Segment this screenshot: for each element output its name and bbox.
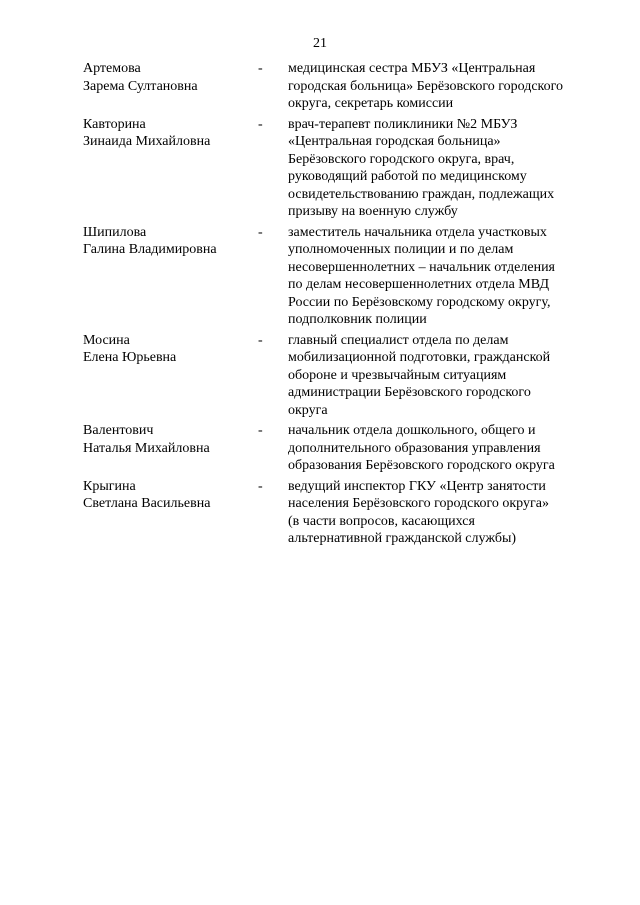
member-given-names: Галина Владимировна <box>83 242 217 257</box>
member-name <box>83 60 258 113</box>
member-surname: Мосина <box>83 332 130 348</box>
member-role: медицинская сестра МБУЗ «Центральная городская больница» Берёзовского городского округа, секретарь комиссии <box>288 61 564 111</box>
separator-dash: - <box>258 478 263 494</box>
page-number: 21 <box>313 36 327 51</box>
member-given-names: Наталья Михайловна <box>83 440 210 456</box>
member-name <box>83 478 258 548</box>
member-entry <box>83 332 603 420</box>
member-role: заместитель начальника отдела участковых уполномоченных полиции и по делам несовершеннолетних – начальник отделения по делам несовершеннолетних отдела МВД России по Берёзовскому городскому округу, подполковник полиции <box>288 224 555 327</box>
commission-members-list <box>83 60 603 551</box>
member-surname: Кавторина <box>83 116 146 132</box>
member-given-names: Зинаида Михайловна <box>83 134 211 149</box>
member-role: начальник отдела дошкольного, общего и дополнительного образования управления образования Берёзовского городского округа <box>288 423 555 473</box>
separator-dash: - <box>258 332 263 348</box>
member-name <box>83 224 258 329</box>
member-surname: Артемова <box>83 61 141 76</box>
member-entry <box>83 422 603 475</box>
member-surname: Валентович <box>83 423 154 438</box>
member-given-names: Светлана Васильевна <box>83 496 211 511</box>
separator-dash: - <box>258 116 263 132</box>
member-given-names: Елена Юрьевна <box>83 350 177 365</box>
member-role: врач-терапевт поликлиники №2 МБУЗ «Центральная городская больница» Берёзовского городского округа, врач, руководящий работой по медицинскому освидетельствованию граждан, подлежащих призыву на военную службу <box>288 116 555 219</box>
member-role: ведущий инспектор ГКУ «Центр занятости населения Берёзовского городского округа» (в части вопросов, касающихся альтернативной гражданской службы) <box>288 478 549 546</box>
member-entry <box>83 116 603 221</box>
member-surname: Крыгина <box>83 478 136 494</box>
separator-dash: - <box>258 224 263 240</box>
member-entry <box>83 224 603 329</box>
member-surname: Шипилова <box>83 224 147 240</box>
separator-dash: - <box>258 61 263 76</box>
member-entry <box>83 60 603 113</box>
member-name <box>83 332 258 420</box>
member-given-names: Зарема Султановна <box>83 78 198 94</box>
member-name <box>83 116 258 221</box>
member-role: главный специалист отдела по делам мобилизационной подготовки, гражданской обороне и чрезвычайным ситуациям администрации Берёзовского городского округа <box>288 332 551 418</box>
separator-dash: - <box>258 423 263 438</box>
member-entry <box>83 478 603 548</box>
member-name <box>83 422 258 475</box>
